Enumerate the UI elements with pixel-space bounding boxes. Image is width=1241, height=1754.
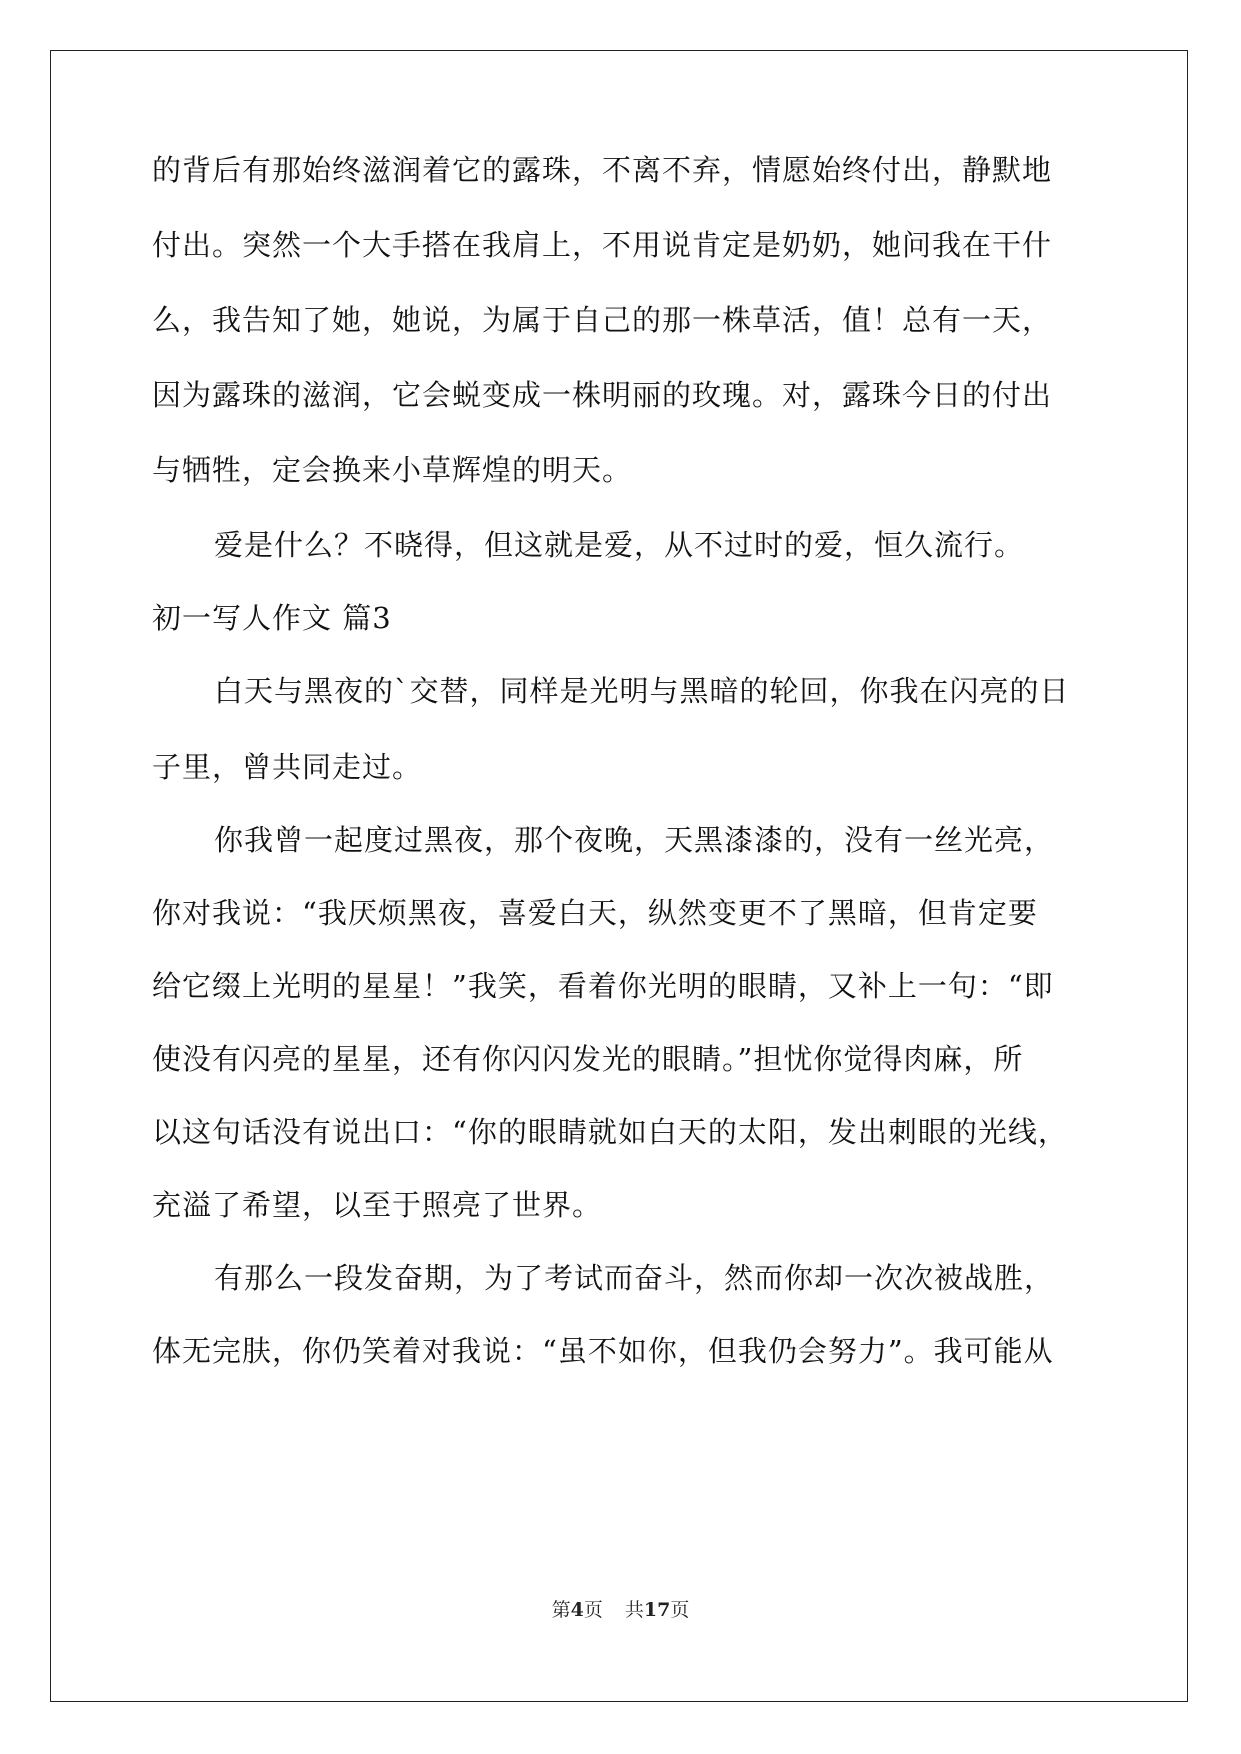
page-suffix: 页 <box>583 1599 603 1621</box>
text-line: 的背后有那始终滋润着它的露珠，不离不弃，情愿始终付出，静默地 <box>152 153 1053 187</box>
section-heading: 初一写人作文 篇3 <box>152 601 392 635</box>
text-line: 以这句话没有说出口：“你的眼睛就如白天的太阳，发出刺眼的光线， <box>152 1115 1068 1149</box>
text-line: 你我曾一起度过黑夜，那个夜晚，天黑漆漆的，没有一丝光亮， <box>214 823 1055 857</box>
text-line: 给它缀上光明的星星！”我笑，看着你光明的眼睛，又补上一句：“即 <box>152 969 1054 1003</box>
text-line: 因为露珠的滋润，它会蜕变成一株明丽的玫瑰。对，露珠今日的付出 <box>152 378 1053 412</box>
text-line: 子里，曾共同走过。 <box>152 750 423 784</box>
page-footer <box>0 1595 1241 1622</box>
total-prefix: 共 <box>624 1599 644 1621</box>
total-pages: 17 <box>643 1599 671 1621</box>
page-number <box>552 1599 603 1621</box>
current-page: 4 <box>570 1599 584 1621</box>
page-frame <box>50 50 1188 1702</box>
text-line: 付出。突然一个大手搭在我肩上，不用说肯定是奶奶，她问我在干什 <box>152 228 1053 262</box>
text-line: 与牺牲，定会换来小草辉煌的明天。 <box>152 453 633 487</box>
text-line: 么，我告知了她，她说，为属于自己的那一株草活，值！总有一天， <box>152 303 1053 337</box>
text-line: 爱是什么？不晓得，但这就是爱，从不过时的爱，恒久流行。 <box>214 528 1025 562</box>
page-total <box>625 1599 689 1621</box>
text-line: 有那么一段发奋期，为了考试而奋斗，然而你却一次次被战胜， <box>214 1261 1055 1295</box>
text-line: 使没有闪亮的星星，还有你闪闪发光的眼睛。”担忧你觉得肉麻，所 <box>152 1042 1024 1076</box>
total-suffix: 页 <box>670 1599 690 1621</box>
text-line: 充溢了希望，以至于照亮了世界。 <box>152 1188 603 1222</box>
page-prefix: 第 <box>551 1599 571 1621</box>
text-line: 体无完肤，你仍笑着对我说：“虽不如你，但我仍会努力”。我可能从 <box>152 1334 1054 1368</box>
text-line: 白天与黑夜的`交替，同样是光明与黑暗的轮回，你我在闪亮的日 <box>214 674 1070 708</box>
text-line: 你对我说：“我厌烦黑夜，喜爱白天，纵然变更不了黑暗，但肯定要 <box>152 896 1038 930</box>
